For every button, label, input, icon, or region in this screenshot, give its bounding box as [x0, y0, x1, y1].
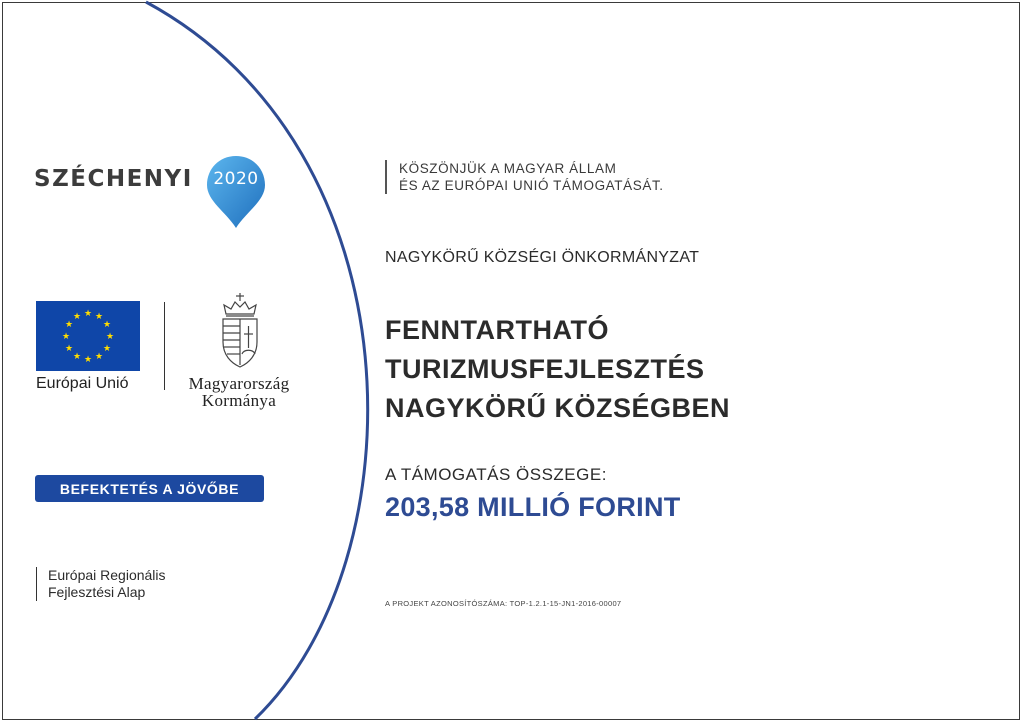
- invest-in-future-banner: BEFEKTETÉS A JÖVŐBE: [35, 475, 264, 502]
- svg-text:★: ★: [72, 312, 82, 322]
- project-title-line1: FENNTARTHATÓ: [385, 315, 609, 345]
- thanks-line2: ÉS AZ EURÓPAI UNIÓ TÁMOGATÁSÁT.: [399, 178, 664, 193]
- project-title: [385, 311, 730, 428]
- funding-amount-label: A TÁMOGATÁS ÖSSZEGE:: [385, 465, 607, 484]
- fund-label: [36, 567, 166, 601]
- coat-of-arms-icon: [216, 292, 264, 368]
- project-id: A PROJEKT AZONOSÍTÓSZÁMA: TOP-1.2.1-15-JN1-2016-00007: [385, 599, 622, 608]
- svg-text:★: ★: [94, 312, 104, 322]
- svg-text:★: ★: [102, 344, 112, 354]
- svg-text:★: ★: [72, 352, 82, 362]
- project-title-line2: TURIZMUSFEJLESZTÉS: [385, 354, 705, 384]
- government-label-line2: Kormánya: [201, 391, 277, 410]
- svg-text:★: ★: [61, 332, 71, 342]
- fund-label-line2: Fejlesztési Alap: [48, 584, 146, 600]
- svg-text:★: ★: [105, 332, 115, 342]
- thanks-note: [385, 160, 664, 194]
- szechenyi-year: 2020: [213, 169, 259, 189]
- svg-text:★: ★: [83, 309, 93, 319]
- thanks-line1: KÖSZÖNJÜK A MAGYAR ÁLLAM: [399, 161, 617, 176]
- svg-text:★: ★: [64, 344, 74, 354]
- government-label-line1: Magyarország: [188, 374, 290, 393]
- location-pin-icon: [204, 154, 268, 230]
- svg-text:★: ★: [94, 352, 104, 362]
- eu-flag-icon: [36, 301, 140, 371]
- funding-amount-value: 203,58 MILLIÓ FORINT: [385, 492, 681, 522]
- szechenyi-wordmark: SZÉCHENYI: [34, 166, 193, 192]
- eu-label: Európai Unió: [36, 375, 129, 392]
- government-label: [176, 375, 302, 409]
- svg-text:★: ★: [64, 320, 74, 330]
- szechenyi-2020-logo: [34, 160, 284, 230]
- svg-text:★: ★: [83, 355, 93, 365]
- fund-label-line1: Európai Regionális: [48, 567, 166, 583]
- svg-text:★: ★: [102, 320, 112, 330]
- project-title-line3: NAGYKÖRŰ KÖZSÉGBEN: [385, 393, 731, 423]
- beneficiary-name: NAGYKÖRŰ KÖZSÉGI ÖNKORMÁNYZAT: [385, 249, 700, 266]
- logo-divider: [164, 302, 165, 390]
